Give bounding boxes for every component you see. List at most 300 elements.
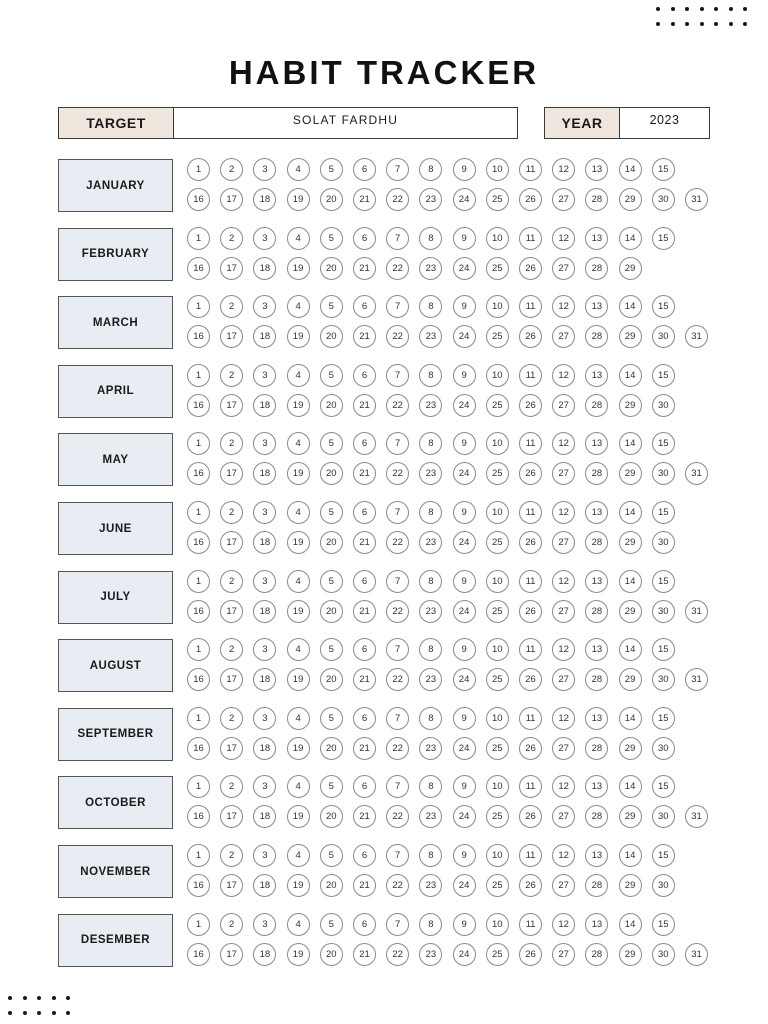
- day-circle-17[interactable]: 17: [220, 805, 243, 828]
- day-circle-31[interactable]: 31: [685, 668, 708, 691]
- day-circle-3[interactable]: 3: [253, 913, 276, 936]
- day-circle-18[interactable]: 18: [253, 394, 276, 417]
- day-circle-5[interactable]: 5: [320, 158, 343, 181]
- day-circle-9[interactable]: 9: [453, 432, 476, 455]
- day-circle-3[interactable]: 3: [253, 707, 276, 730]
- day-circle-6[interactable]: 6: [353, 707, 376, 730]
- day-circle-17[interactable]: 17: [220, 600, 243, 623]
- day-circle-2[interactable]: 2: [220, 158, 243, 181]
- day-circle-2[interactable]: 2: [220, 844, 243, 867]
- day-circle-16[interactable]: 16: [187, 600, 210, 623]
- day-circle-20[interactable]: 20: [320, 325, 343, 348]
- day-circle-26[interactable]: 26: [519, 943, 542, 966]
- day-circle-5[interactable]: 5: [320, 227, 343, 250]
- day-circle-30[interactable]: 30: [652, 737, 675, 760]
- day-circle-25[interactable]: 25: [486, 462, 509, 485]
- day-circle-24[interactable]: 24: [453, 600, 476, 623]
- day-circle-27[interactable]: 27: [552, 257, 575, 280]
- day-circle-13[interactable]: 13: [585, 638, 608, 661]
- day-circle-31[interactable]: 31: [685, 188, 708, 211]
- day-circle-13[interactable]: 13: [585, 707, 608, 730]
- day-circle-17[interactable]: 17: [220, 394, 243, 417]
- day-circle-1[interactable]: 1: [187, 501, 210, 524]
- day-circle-3[interactable]: 3: [253, 364, 276, 387]
- day-circle-21[interactable]: 21: [353, 257, 376, 280]
- day-circle-1[interactable]: 1: [187, 913, 210, 936]
- day-circle-31[interactable]: 31: [685, 943, 708, 966]
- day-circle-23[interactable]: 23: [419, 188, 442, 211]
- day-circle-9[interactable]: 9: [453, 707, 476, 730]
- day-circle-12[interactable]: 12: [552, 707, 575, 730]
- day-circle-20[interactable]: 20: [320, 600, 343, 623]
- day-circle-17[interactable]: 17: [220, 531, 243, 554]
- day-circle-19[interactable]: 19: [287, 257, 310, 280]
- day-circle-11[interactable]: 11: [519, 295, 542, 318]
- day-circle-1[interactable]: 1: [187, 775, 210, 798]
- year-field[interactable]: [544, 107, 710, 139]
- day-circle-20[interactable]: 20: [320, 668, 343, 691]
- day-circle-19[interactable]: 19: [287, 805, 310, 828]
- day-circle-13[interactable]: 13: [585, 295, 608, 318]
- day-circle-21[interactable]: 21: [353, 600, 376, 623]
- day-circle-10[interactable]: 10: [486, 638, 509, 661]
- day-circle-10[interactable]: 10: [486, 364, 509, 387]
- day-circle-21[interactable]: 21: [353, 394, 376, 417]
- day-circle-19[interactable]: 19: [287, 874, 310, 897]
- day-circle-16[interactable]: 16: [187, 943, 210, 966]
- day-circle-10[interactable]: 10: [486, 707, 509, 730]
- day-circle-26[interactable]: 26: [519, 462, 542, 485]
- day-circle-3[interactable]: 3: [253, 501, 276, 524]
- day-circle-1[interactable]: 1: [187, 570, 210, 593]
- day-circle-8[interactable]: 8: [419, 775, 442, 798]
- day-circle-27[interactable]: 27: [552, 874, 575, 897]
- day-circle-10[interactable]: 10: [486, 844, 509, 867]
- day-circle-27[interactable]: 27: [552, 668, 575, 691]
- day-circle-9[interactable]: 9: [453, 844, 476, 867]
- day-circle-29[interactable]: 29: [619, 668, 642, 691]
- day-circle-6[interactable]: 6: [353, 364, 376, 387]
- day-circle-12[interactable]: 12: [552, 364, 575, 387]
- day-circle-22[interactable]: 22: [386, 600, 409, 623]
- day-circle-3[interactable]: 3: [253, 295, 276, 318]
- day-circle-22[interactable]: 22: [386, 188, 409, 211]
- day-circle-11[interactable]: 11: [519, 913, 542, 936]
- day-circle-4[interactable]: 4: [287, 844, 310, 867]
- day-circle-26[interactable]: 26: [519, 874, 542, 897]
- day-circle-19[interactable]: 19: [287, 188, 310, 211]
- day-circle-14[interactable]: 14: [619, 775, 642, 798]
- day-circle-11[interactable]: 11: [519, 775, 542, 798]
- day-circle-22[interactable]: 22: [386, 394, 409, 417]
- day-circle-9[interactable]: 9: [453, 775, 476, 798]
- day-circle-29[interactable]: 29: [619, 188, 642, 211]
- day-circle-2[interactable]: 2: [220, 295, 243, 318]
- day-circle-27[interactable]: 27: [552, 805, 575, 828]
- day-circle-26[interactable]: 26: [519, 668, 542, 691]
- day-circle-26[interactable]: 26: [519, 257, 542, 280]
- day-circle-13[interactable]: 13: [585, 570, 608, 593]
- day-circle-31[interactable]: 31: [685, 462, 708, 485]
- day-circle-21[interactable]: 21: [353, 874, 376, 897]
- day-circle-9[interactable]: 9: [453, 364, 476, 387]
- day-circle-11[interactable]: 11: [519, 158, 542, 181]
- day-circle-4[interactable]: 4: [287, 707, 310, 730]
- day-circle-21[interactable]: 21: [353, 943, 376, 966]
- day-circle-14[interactable]: 14: [619, 432, 642, 455]
- day-circle-13[interactable]: 13: [585, 227, 608, 250]
- day-circle-27[interactable]: 27: [552, 600, 575, 623]
- day-circle-12[interactable]: 12: [552, 158, 575, 181]
- day-circle-7[interactable]: 7: [386, 364, 409, 387]
- day-circle-11[interactable]: 11: [519, 432, 542, 455]
- day-circle-4[interactable]: 4: [287, 638, 310, 661]
- day-circle-6[interactable]: 6: [353, 913, 376, 936]
- day-circle-10[interactable]: 10: [486, 227, 509, 250]
- day-circle-23[interactable]: 23: [419, 394, 442, 417]
- day-circle-3[interactable]: 3: [253, 227, 276, 250]
- day-circle-18[interactable]: 18: [253, 943, 276, 966]
- day-circle-10[interactable]: 10: [486, 501, 509, 524]
- day-circle-29[interactable]: 29: [619, 874, 642, 897]
- day-circle-29[interactable]: 29: [619, 325, 642, 348]
- day-circle-30[interactable]: 30: [652, 188, 675, 211]
- day-circle-14[interactable]: 14: [619, 638, 642, 661]
- day-circle-18[interactable]: 18: [253, 600, 276, 623]
- day-circle-26[interactable]: 26: [519, 188, 542, 211]
- day-circle-25[interactable]: 25: [486, 325, 509, 348]
- day-circle-26[interactable]: 26: [519, 805, 542, 828]
- day-circle-28[interactable]: 28: [585, 737, 608, 760]
- day-circle-19[interactable]: 19: [287, 668, 310, 691]
- day-circle-10[interactable]: 10: [486, 775, 509, 798]
- day-circle-6[interactable]: 6: [353, 638, 376, 661]
- day-circle-20[interactable]: 20: [320, 257, 343, 280]
- day-circle-13[interactable]: 13: [585, 432, 608, 455]
- day-circle-21[interactable]: 21: [353, 668, 376, 691]
- day-circle-11[interactable]: 11: [519, 638, 542, 661]
- day-circle-8[interactable]: 8: [419, 707, 442, 730]
- day-circle-30[interactable]: 30: [652, 394, 675, 417]
- day-circle-28[interactable]: 28: [585, 462, 608, 485]
- day-circle-27[interactable]: 27: [552, 325, 575, 348]
- day-circle-1[interactable]: 1: [187, 844, 210, 867]
- day-circle-11[interactable]: 11: [519, 844, 542, 867]
- day-circle-5[interactable]: 5: [320, 775, 343, 798]
- day-circle-16[interactable]: 16: [187, 874, 210, 897]
- day-circle-14[interactable]: 14: [619, 707, 642, 730]
- day-circle-23[interactable]: 23: [419, 325, 442, 348]
- day-circle-23[interactable]: 23: [419, 737, 442, 760]
- day-circle-25[interactable]: 25: [486, 531, 509, 554]
- day-circle-5[interactable]: 5: [320, 570, 343, 593]
- day-circle-19[interactable]: 19: [287, 943, 310, 966]
- day-circle-25[interactable]: 25: [486, 257, 509, 280]
- day-circle-14[interactable]: 14: [619, 227, 642, 250]
- day-circle-7[interactable]: 7: [386, 295, 409, 318]
- day-circle-14[interactable]: 14: [619, 844, 642, 867]
- day-circle-10[interactable]: 10: [486, 913, 509, 936]
- day-circle-31[interactable]: 31: [685, 325, 708, 348]
- day-circle-2[interactable]: 2: [220, 364, 243, 387]
- day-circle-3[interactable]: 3: [253, 638, 276, 661]
- day-circle-20[interactable]: 20: [320, 531, 343, 554]
- day-circle-24[interactable]: 24: [453, 257, 476, 280]
- day-circle-30[interactable]: 30: [652, 805, 675, 828]
- day-circle-7[interactable]: 7: [386, 913, 409, 936]
- day-circle-1[interactable]: 1: [187, 295, 210, 318]
- day-circle-27[interactable]: 27: [552, 462, 575, 485]
- target-value[interactable]: SOLAT FARDHU: [292, 113, 399, 127]
- day-circle-26[interactable]: 26: [519, 325, 542, 348]
- day-circle-7[interactable]: 7: [386, 432, 409, 455]
- day-circle-5[interactable]: 5: [320, 364, 343, 387]
- day-circle-25[interactable]: 25: [486, 188, 509, 211]
- day-circle-25[interactable]: 25: [486, 668, 509, 691]
- day-circle-18[interactable]: 18: [253, 668, 276, 691]
- day-circle-12[interactable]: 12: [552, 501, 575, 524]
- day-circle-15[interactable]: 15: [652, 638, 675, 661]
- day-circle-1[interactable]: 1: [187, 227, 210, 250]
- day-circle-14[interactable]: 14: [619, 570, 642, 593]
- day-circle-20[interactable]: 20: [320, 874, 343, 897]
- day-circle-23[interactable]: 23: [419, 257, 442, 280]
- day-circle-18[interactable]: 18: [253, 805, 276, 828]
- day-circle-16[interactable]: 16: [187, 462, 210, 485]
- day-circle-5[interactable]: 5: [320, 295, 343, 318]
- day-circle-26[interactable]: 26: [519, 531, 542, 554]
- day-circle-4[interactable]: 4: [287, 501, 310, 524]
- day-circle-8[interactable]: 8: [419, 432, 442, 455]
- day-circle-2[interactable]: 2: [220, 707, 243, 730]
- day-circle-24[interactable]: 24: [453, 805, 476, 828]
- day-circle-23[interactable]: 23: [419, 531, 442, 554]
- day-circle-2[interactable]: 2: [220, 913, 243, 936]
- day-circle-6[interactable]: 6: [353, 844, 376, 867]
- day-circle-17[interactable]: 17: [220, 325, 243, 348]
- day-circle-9[interactable]: 9: [453, 295, 476, 318]
- day-circle-8[interactable]: 8: [419, 844, 442, 867]
- day-circle-24[interactable]: 24: [453, 874, 476, 897]
- day-circle-19[interactable]: 19: [287, 394, 310, 417]
- day-circle-14[interactable]: 14: [619, 295, 642, 318]
- day-circle-2[interactable]: 2: [220, 432, 243, 455]
- day-circle-28[interactable]: 28: [585, 325, 608, 348]
- day-circle-20[interactable]: 20: [320, 188, 343, 211]
- day-circle-15[interactable]: 15: [652, 227, 675, 250]
- day-circle-18[interactable]: 18: [253, 257, 276, 280]
- day-circle-2[interactable]: 2: [220, 227, 243, 250]
- day-circle-29[interactable]: 29: [619, 462, 642, 485]
- day-circle-17[interactable]: 17: [220, 462, 243, 485]
- day-circle-8[interactable]: 8: [419, 638, 442, 661]
- day-circle-31[interactable]: 31: [685, 805, 708, 828]
- day-circle-28[interactable]: 28: [585, 600, 608, 623]
- day-circle-4[interactable]: 4: [287, 913, 310, 936]
- day-circle-20[interactable]: 20: [320, 737, 343, 760]
- day-circle-9[interactable]: 9: [453, 570, 476, 593]
- day-circle-27[interactable]: 27: [552, 943, 575, 966]
- day-circle-16[interactable]: 16: [187, 668, 210, 691]
- day-circle-13[interactable]: 13: [585, 844, 608, 867]
- day-circle-4[interactable]: 4: [287, 158, 310, 181]
- day-circle-18[interactable]: 18: [253, 874, 276, 897]
- day-circle-10[interactable]: 10: [486, 432, 509, 455]
- day-circle-27[interactable]: 27: [552, 531, 575, 554]
- day-circle-26[interactable]: 26: [519, 737, 542, 760]
- day-circle-3[interactable]: 3: [253, 432, 276, 455]
- day-circle-4[interactable]: 4: [287, 432, 310, 455]
- day-circle-11[interactable]: 11: [519, 364, 542, 387]
- day-circle-4[interactable]: 4: [287, 570, 310, 593]
- day-circle-28[interactable]: 28: [585, 668, 608, 691]
- day-circle-8[interactable]: 8: [419, 295, 442, 318]
- day-circle-30[interactable]: 30: [652, 668, 675, 691]
- day-circle-5[interactable]: 5: [320, 913, 343, 936]
- day-circle-30[interactable]: 30: [652, 874, 675, 897]
- day-circle-1[interactable]: 1: [187, 364, 210, 387]
- day-circle-15[interactable]: 15: [652, 775, 675, 798]
- day-circle-25[interactable]: 25: [486, 943, 509, 966]
- day-circle-15[interactable]: 15: [652, 295, 675, 318]
- day-circle-4[interactable]: 4: [287, 775, 310, 798]
- day-circle-20[interactable]: 20: [320, 805, 343, 828]
- day-circle-1[interactable]: 1: [187, 707, 210, 730]
- day-circle-15[interactable]: 15: [652, 707, 675, 730]
- day-circle-8[interactable]: 8: [419, 227, 442, 250]
- day-circle-17[interactable]: 17: [220, 943, 243, 966]
- day-circle-18[interactable]: 18: [253, 325, 276, 348]
- day-circle-28[interactable]: 28: [585, 188, 608, 211]
- day-circle-26[interactable]: 26: [519, 600, 542, 623]
- day-circle-23[interactable]: 23: [419, 805, 442, 828]
- day-circle-11[interactable]: 11: [519, 570, 542, 593]
- day-circle-10[interactable]: 10: [486, 295, 509, 318]
- day-circle-30[interactable]: 30: [652, 531, 675, 554]
- day-circle-16[interactable]: 16: [187, 737, 210, 760]
- day-circle-24[interactable]: 24: [453, 531, 476, 554]
- day-circle-16[interactable]: 16: [187, 188, 210, 211]
- day-circle-4[interactable]: 4: [287, 364, 310, 387]
- day-circle-30[interactable]: 30: [652, 462, 675, 485]
- day-circle-15[interactable]: 15: [652, 570, 675, 593]
- day-circle-15[interactable]: 15: [652, 364, 675, 387]
- day-circle-18[interactable]: 18: [253, 737, 276, 760]
- day-circle-25[interactable]: 25: [486, 394, 509, 417]
- day-circle-18[interactable]: 18: [253, 462, 276, 485]
- day-circle-3[interactable]: 3: [253, 570, 276, 593]
- day-circle-28[interactable]: 28: [585, 943, 608, 966]
- day-circle-25[interactable]: 25: [486, 737, 509, 760]
- day-circle-12[interactable]: 12: [552, 295, 575, 318]
- day-circle-25[interactable]: 25: [486, 874, 509, 897]
- day-circle-20[interactable]: 20: [320, 394, 343, 417]
- day-circle-14[interactable]: 14: [619, 501, 642, 524]
- day-circle-19[interactable]: 19: [287, 531, 310, 554]
- day-circle-21[interactable]: 21: [353, 462, 376, 485]
- day-circle-22[interactable]: 22: [386, 805, 409, 828]
- day-circle-6[interactable]: 6: [353, 570, 376, 593]
- day-circle-22[interactable]: 22: [386, 257, 409, 280]
- day-circle-13[interactable]: 13: [585, 364, 608, 387]
- day-circle-11[interactable]: 11: [519, 707, 542, 730]
- day-circle-5[interactable]: 5: [320, 707, 343, 730]
- day-circle-15[interactable]: 15: [652, 913, 675, 936]
- day-circle-15[interactable]: 15: [652, 158, 675, 181]
- day-circle-12[interactable]: 12: [552, 570, 575, 593]
- day-circle-8[interactable]: 8: [419, 364, 442, 387]
- day-circle-12[interactable]: 12: [552, 432, 575, 455]
- day-circle-28[interactable]: 28: [585, 874, 608, 897]
- day-circle-17[interactable]: 17: [220, 257, 243, 280]
- day-circle-7[interactable]: 7: [386, 501, 409, 524]
- day-circle-6[interactable]: 6: [353, 775, 376, 798]
- day-circle-30[interactable]: 30: [652, 325, 675, 348]
- day-circle-23[interactable]: 23: [419, 462, 442, 485]
- day-circle-25[interactable]: 25: [486, 805, 509, 828]
- day-circle-21[interactable]: 21: [353, 188, 376, 211]
- day-circle-22[interactable]: 22: [386, 737, 409, 760]
- day-circle-27[interactable]: 27: [552, 394, 575, 417]
- day-circle-28[interactable]: 28: [585, 531, 608, 554]
- day-circle-4[interactable]: 4: [287, 227, 310, 250]
- day-circle-3[interactable]: 3: [253, 844, 276, 867]
- day-circle-21[interactable]: 21: [353, 805, 376, 828]
- day-circle-12[interactable]: 12: [552, 638, 575, 661]
- day-circle-22[interactable]: 22: [386, 325, 409, 348]
- day-circle-28[interactable]: 28: [585, 257, 608, 280]
- day-circle-24[interactable]: 24: [453, 943, 476, 966]
- day-circle-18[interactable]: 18: [253, 531, 276, 554]
- day-circle-4[interactable]: 4: [287, 295, 310, 318]
- day-circle-22[interactable]: 22: [386, 531, 409, 554]
- day-circle-10[interactable]: 10: [486, 570, 509, 593]
- day-circle-1[interactable]: 1: [187, 432, 210, 455]
- day-circle-6[interactable]: 6: [353, 227, 376, 250]
- day-circle-9[interactable]: 9: [453, 913, 476, 936]
- day-circle-2[interactable]: 2: [220, 570, 243, 593]
- day-circle-30[interactable]: 30: [652, 600, 675, 623]
- day-circle-7[interactable]: 7: [386, 227, 409, 250]
- day-circle-12[interactable]: 12: [552, 227, 575, 250]
- day-circle-3[interactable]: 3: [253, 158, 276, 181]
- day-circle-10[interactable]: 10: [486, 158, 509, 181]
- day-circle-24[interactable]: 24: [453, 394, 476, 417]
- day-circle-3[interactable]: 3: [253, 775, 276, 798]
- day-circle-13[interactable]: 13: [585, 501, 608, 524]
- day-circle-13[interactable]: 13: [585, 913, 608, 936]
- day-circle-7[interactable]: 7: [386, 158, 409, 181]
- day-circle-7[interactable]: 7: [386, 638, 409, 661]
- day-circle-5[interactable]: 5: [320, 638, 343, 661]
- day-circle-5[interactable]: 5: [320, 432, 343, 455]
- day-circle-8[interactable]: 8: [419, 570, 442, 593]
- day-circle-15[interactable]: 15: [652, 501, 675, 524]
- day-circle-1[interactable]: 1: [187, 638, 210, 661]
- day-circle-30[interactable]: 30: [652, 943, 675, 966]
- day-circle-2[interactable]: 2: [220, 638, 243, 661]
- day-circle-7[interactable]: 7: [386, 707, 409, 730]
- day-circle-28[interactable]: 28: [585, 394, 608, 417]
- day-circle-19[interactable]: 19: [287, 600, 310, 623]
- day-circle-16[interactable]: 16: [187, 394, 210, 417]
- day-circle-2[interactable]: 2: [220, 775, 243, 798]
- day-circle-17[interactable]: 17: [220, 668, 243, 691]
- day-circle-5[interactable]: 5: [320, 501, 343, 524]
- day-circle-11[interactable]: 11: [519, 227, 542, 250]
- day-circle-23[interactable]: 23: [419, 600, 442, 623]
- day-circle-8[interactable]: 8: [419, 158, 442, 181]
